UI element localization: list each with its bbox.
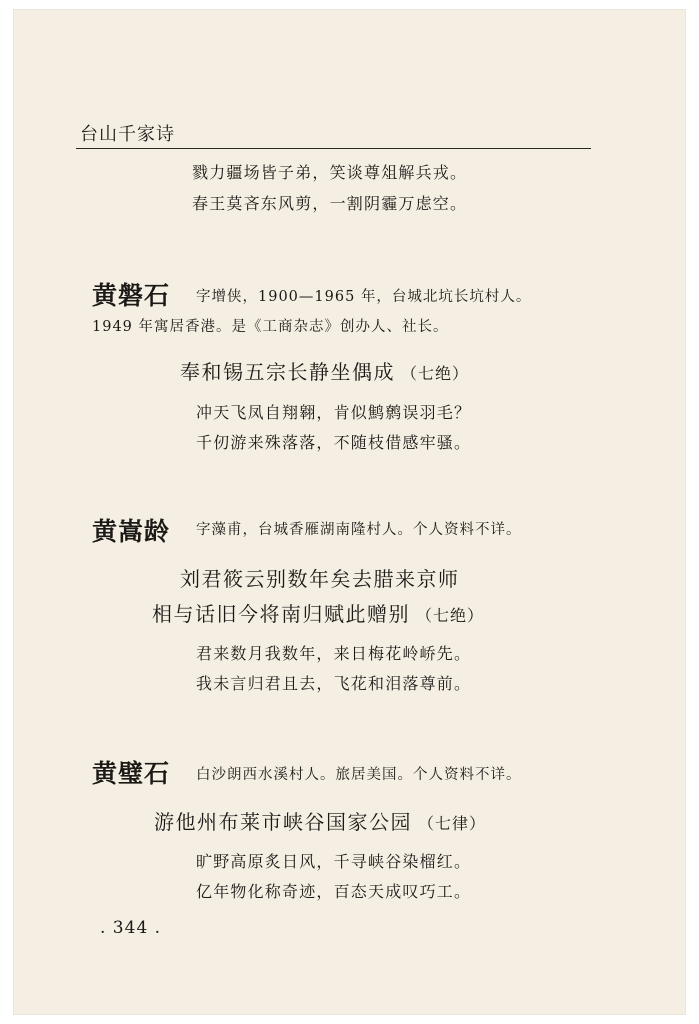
poem-title-text: 游他州布莱市峡谷国家公园 <box>154 810 412 834</box>
poet-name: 黄磐石 <box>92 281 171 310</box>
poem-line: 戮力疆场皆子弟，笑谈尊俎解兵戎。 <box>192 163 468 182</box>
page-number: . 344 . <box>100 918 162 938</box>
poem-line: 春王莫吝东风剪，一割阴霾万虑空。 <box>192 194 468 213</box>
poem-line: 君来数月我数年，来日梅花岭峤先。 <box>196 644 472 663</box>
poem-form: （七绝） <box>416 606 485 625</box>
poet-bio-line: 字增侠，1900—1965 年，台城北坑长坑村人。 <box>196 289 532 305</box>
poet-name: 黄璧石 <box>92 759 171 788</box>
poem-line: 千仞游来殊落落，不随枝借感牢骚。 <box>196 433 472 452</box>
poem-form: （七绝） <box>401 364 470 383</box>
poem-form: （七律） <box>418 814 487 833</box>
poem-line: 亿年物化称奇迹，百态天成叹巧工。 <box>196 882 472 901</box>
poem-title <box>180 356 469 385</box>
poem-title-text: 刘君筱云别数年矣去腊来京师 <box>180 567 460 591</box>
header-rule <box>76 148 591 149</box>
poem-line: 冲天飞凤自翔翱，肯似鹪鹩误羽毛？ <box>196 403 472 422</box>
running-header-title: 台山千家诗 <box>80 124 175 145</box>
poet-name: 黄嵩龄 <box>92 517 171 546</box>
poem-line: 我未言归君且去，飞花和泪落尊前。 <box>196 674 472 693</box>
poem-title <box>180 563 460 592</box>
poem-title-text: 奉和锡五宗长静坐偶成 <box>180 360 395 384</box>
poem-title-text: 相与话旧今将南归赋此赠别 <box>152 602 410 626</box>
poet-bio-line: 1949 年寓居香港。是《工商杂志》创办人、社长。 <box>92 319 449 335</box>
poet-bio-line: 白沙朗西水溪村人。旅居美国。个人资料不详。 <box>196 767 522 783</box>
poet-bio-line: 字藻甫，台城香雁湖南隆村人。个人资料不详。 <box>196 522 522 538</box>
poem-line: 旷野高原炙日风，千寻峡谷染榴红。 <box>196 852 472 871</box>
poem-title <box>152 598 484 627</box>
poem-title <box>154 806 486 835</box>
